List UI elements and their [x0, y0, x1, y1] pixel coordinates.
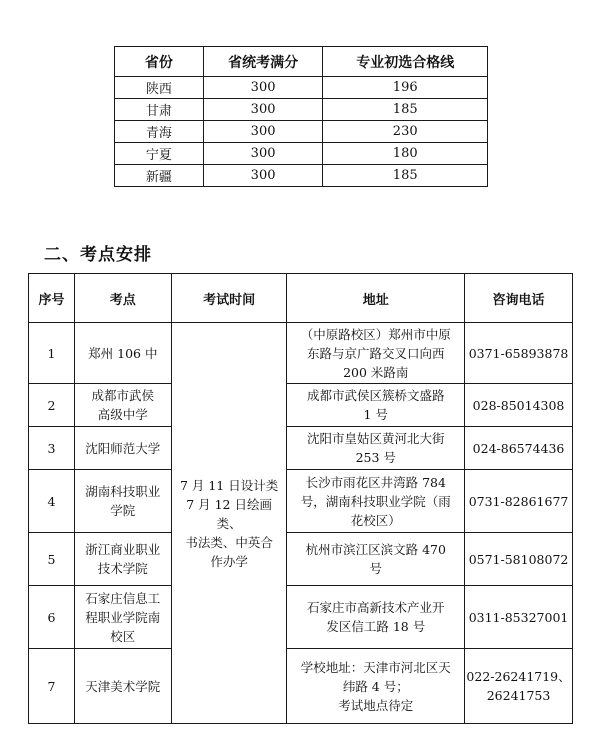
province-cell: 甘肃 [115, 99, 204, 121]
phone-line: 0371-65893878 [468, 345, 569, 361]
address-line: （中原路校区）郑州市中原 [300, 326, 451, 342]
table-row [115, 165, 488, 187]
address-line: 沈阳市皇姑区黄河北大街 [307, 431, 445, 446]
phone-cell [465, 427, 573, 470]
row-number: 2 [29, 384, 75, 427]
full-score-cell: 300 [203, 99, 323, 121]
address-line: 号 [369, 561, 383, 576]
site-line: 成都市武侯 [91, 388, 155, 403]
phone-line: 26241753 [486, 688, 551, 703]
header-site: 考点 [74, 274, 171, 323]
header-pass-line: 专业初选合格线 [323, 47, 488, 77]
row-number: 7 [29, 649, 75, 724]
site-line: 技术学院 [97, 561, 148, 576]
address-line: 东路与京广路交叉口向西 [307, 345, 445, 361]
phone-line: 024-86574436 [472, 440, 565, 456]
table-row [29, 427, 573, 470]
site-line: 石家庄信息工 [85, 590, 161, 606]
full-score-cell: 300 [203, 121, 323, 143]
address-line: 号，湖南科技职业学院（雨 [300, 493, 451, 509]
phone-cell [465, 323, 573, 384]
table-row [29, 533, 573, 586]
row-number: 6 [29, 586, 75, 649]
address-cell [287, 533, 465, 586]
header-exam-time: 考试时间 [171, 274, 287, 323]
address-line: 200 米路南 [343, 364, 409, 380]
exam-time-line: 作办学 [210, 553, 248, 569]
address-line: 纬路 4 号； [342, 678, 409, 694]
site-cell [74, 533, 171, 586]
address-line: 发区信工路 18 号 [326, 619, 426, 634]
phone-cell [465, 649, 573, 724]
full-score-cell: 300 [203, 143, 323, 165]
row-number: 5 [29, 533, 75, 586]
table-row [115, 99, 488, 121]
site-line: 高级中学 [97, 407, 148, 422]
table-row [115, 121, 488, 143]
score-table [114, 46, 488, 187]
pass-line-cell: 180 [323, 143, 488, 165]
address-cell [287, 323, 465, 384]
address-cell [287, 427, 465, 470]
full-score-cell: 300 [203, 77, 323, 99]
table-row [29, 323, 573, 384]
header-province: 省份 [115, 47, 204, 77]
site-cell [74, 323, 171, 384]
phone-cell [465, 533, 573, 586]
phone-line: 0311-85327001 [468, 609, 569, 625]
phone-line: 022-26241719、 [466, 669, 571, 684]
address-line: 石家庄市高新技术产业开 [307, 600, 445, 615]
phone-line: 0731-82861677 [468, 493, 569, 509]
row-number: 4 [29, 470, 75, 533]
address-cell [287, 649, 465, 724]
row-number: 1 [29, 323, 75, 384]
exam-time-line: 书法类、中英合 [185, 534, 273, 550]
address-line: 253 号 [355, 450, 396, 465]
address-line: 成都市武侯区簇桥文盛路 [307, 388, 445, 403]
address-line: 学校地址：天津市河北区天 [300, 659, 451, 675]
table-row [115, 77, 488, 99]
site-cell [74, 384, 171, 427]
address-line: 杭州市滨江区滨文路 470 [305, 542, 446, 557]
site-line: 浙江商业职业 [85, 542, 161, 557]
pass-line-cell: 185 [323, 99, 488, 121]
phone-line: 0571-58108072 [468, 551, 569, 567]
pass-line-cell: 196 [323, 77, 488, 99]
header-phone: 咨询电话 [465, 274, 573, 323]
site-line: 校区 [110, 628, 136, 644]
site-cell [74, 649, 171, 724]
score-header-row [115, 47, 488, 77]
exam-time-line: 7 月 12 日绘画类、 [186, 496, 272, 531]
table-row [29, 470, 573, 533]
table-row [29, 586, 573, 649]
phone-cell [465, 470, 573, 533]
site-line: 程职业学院南 [85, 609, 161, 625]
venue-header-row [29, 274, 573, 323]
phone-cell [465, 586, 573, 649]
site-cell [74, 470, 171, 533]
table-row [29, 649, 573, 724]
table-row [115, 143, 488, 165]
row-number: 3 [29, 427, 75, 470]
site-cell [74, 586, 171, 649]
pass-line-cell: 230 [323, 121, 488, 143]
address-line: 花校区） [350, 512, 401, 528]
address-line: 1 号 [363, 407, 388, 422]
section-heading: 二、考点安排 [44, 245, 152, 265]
site-line: 天津美术学院 [85, 678, 161, 694]
site-line: 学院 [110, 503, 136, 518]
address-line: 长沙市雨花区井湾路 784 [305, 474, 446, 490]
pass-line-cell: 185 [323, 165, 488, 187]
full-score-cell: 300 [203, 165, 323, 187]
province-cell: 青海 [115, 121, 204, 143]
site-line: 沈阳师范大学 [85, 440, 161, 456]
exam-time-cell [171, 323, 287, 724]
address-cell [287, 586, 465, 649]
address-line: 考试地点待定 [338, 697, 414, 713]
province-cell: 陕西 [115, 77, 204, 99]
site-line: 湖南科技职业 [85, 484, 161, 499]
exam-time-line: 7 月 11 日设计类 [179, 477, 279, 493]
phone-cell [465, 384, 573, 427]
table-row [29, 384, 573, 427]
venue-table [28, 273, 573, 724]
site-cell [74, 427, 171, 470]
address-cell [287, 470, 465, 533]
site-line: 郑州 106 中 [88, 345, 158, 361]
header-number: 序号 [29, 274, 75, 323]
address-cell [287, 384, 465, 427]
province-cell: 宁夏 [115, 143, 204, 165]
province-cell: 新疆 [115, 165, 204, 187]
header-address: 地址 [287, 274, 465, 323]
phone-line: 028-85014308 [472, 397, 565, 413]
header-full-score: 省统考满分 [203, 47, 323, 77]
